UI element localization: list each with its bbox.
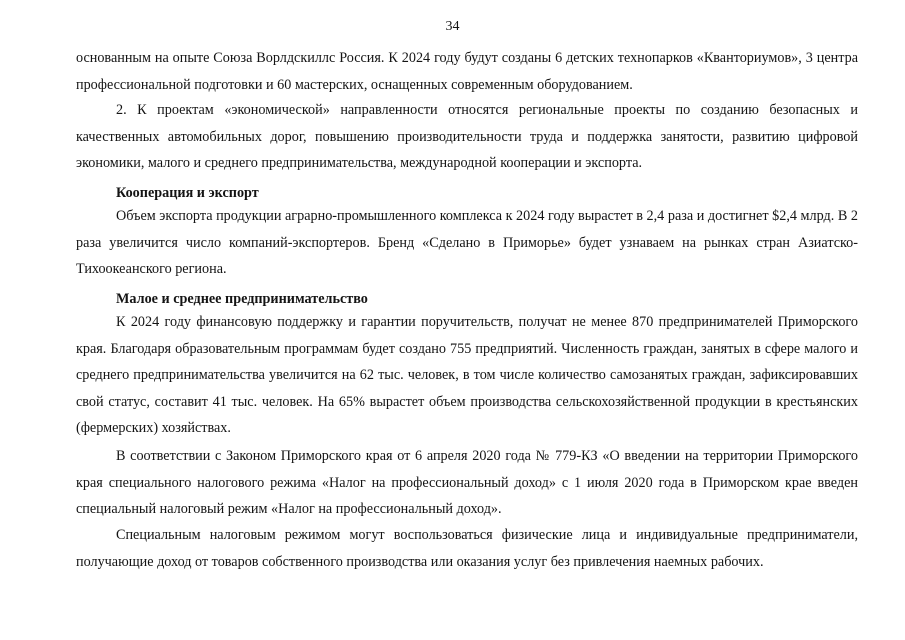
heading-small-business: Малое и среднее предпринимательство: [116, 291, 368, 307]
paragraph-small-business: К 2024 году финансовую поддержку и гарантии поручительств, получат не менее 870 предпринимателей Приморского края. Благодаря образовательным программам будет создано 755 предприятий. Численность граждан, занятых в сфере малого и среднего предпринимательства увеличится на 62 тыс. человек, в том числе количество самозанятых граждан, зафиксировавших свой статус, составит 41 тыс. человек. На 65% вырастет объем производства сельскохозяйственной продукции в крестьянских (фермерских) хозяйствах.: [76, 314, 858, 436]
paragraph-vorldskills: основанным на опыте Союза Ворлдскиллс Россия. К 2024 году будут созданы 6 детских технопарков «Кванториумов», 3 центра профессиональной подготовки и 60 мастерских, оснащенных современным оборудованием.: [76, 50, 858, 93]
paragraph-economic-projects: 2. К проектам «экономической» направленности относятся региональные проекты по созданию безопасных и качественных автомобильных дорог, повышению производительности труда и поддержка занятости, развитию цифровой экономики, малого и среднего предпринимательства, международной кооперации и экспорта.: [76, 102, 858, 171]
paragraph-law-779: В соответствии с Законом Приморского края от 6 апреля 2020 года № 779-КЗ «О введении на территории Приморского края специального налогового режима «Налог на профессиональный доход» с 1 июля 2020 года в Приморском крае введен специальный налоговый режим «Налог на профессиональный доход».: [76, 448, 858, 517]
page-number: 34: [445, 19, 460, 34]
paragraph-export: Объем экспорта продукции аграрно-промышленного комплекса к 2024 году вырастет в 2,4 раза и достигнет $2,4 млрд. В 2 раза увеличится число компаний-экспортеров. Бренд «Сделано в Приморье» будет узнаваем на рынках стран Азиатско-Тихоокеанского региона.: [76, 208, 858, 277]
paragraph-tax-regime: Специальным налоговым режимом могут воспользоваться физические лица и индивидуальные предприниматели, получающие доход от товаров собственного производства или оказания услуг без привлечения наемных рабочих.: [76, 527, 858, 570]
heading-cooperation-export: Кооперация и экспорт: [116, 185, 259, 201]
